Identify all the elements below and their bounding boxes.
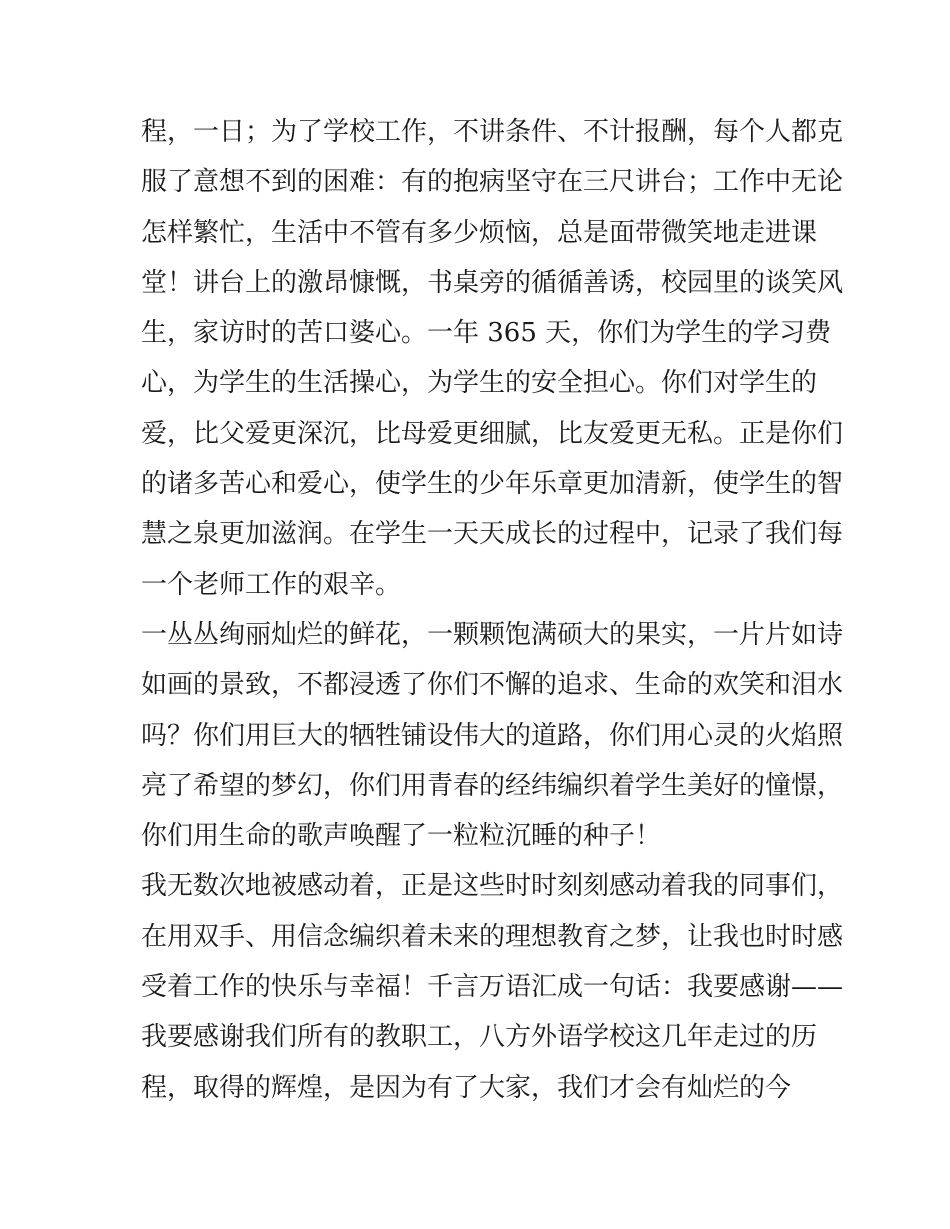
text-line-4: 堂！讲台上的激昂慷慨，书桌旁的循循善诱，校园里的谈笑风 xyxy=(141,267,844,298)
text-line-17: 在用双手、用信念编织着未来的理想教育之梦，让我也时时感 xyxy=(141,921,844,952)
text-line-11: 一丛丛绚丽灿烂的鲜花，一颗颗饱满硕大的果实，一片片如诗 xyxy=(141,619,844,650)
text-line-10: 一个老师工作的艰辛。 xyxy=(141,569,402,600)
text-line-6: 心，为学生的生活操心，为学生的安全担心。你们对学生的 xyxy=(141,368,818,399)
text-line-19: 我要感谢我们所有的教职工，八方外语学校这几年走过的历 xyxy=(141,1022,818,1053)
text-line-5: 生，家访时的苦口婆心。一年 365 天，你们为学生的学习费 xyxy=(141,318,832,349)
text-line-16: 我无数次地被感动着，正是这些时时刻刻感动着我的同事们， xyxy=(141,871,844,902)
text-line-12: 如画的景致，不都浸透了你们不懈的追求、生命的欢笑和泪水 xyxy=(141,670,844,701)
text-line-18: 受着工作的快乐与幸福！千言万语汇成一句话：我要感谢—— xyxy=(141,972,844,1003)
text-line-14: 亮了希望的梦幻，你们用青春的经纬编织着学生美好的憧憬， xyxy=(141,770,844,801)
text-line-3: 怎样繁忙，生活中不管有多少烦恼，总是面带微笑地走进课 xyxy=(141,217,818,248)
text-line-9: 慧之泉更加滋润。在学生一天天成长的过程中，记录了我们每 xyxy=(141,519,844,550)
text-line-1: 程，一日；为了学校工作，不讲条件、不计报酬，每个人都克 xyxy=(141,117,844,147)
text-line-7: 爱，比父爱更深沉，比母爱更细腻，比友爱更无私。正是你们 xyxy=(141,418,844,449)
text-line-2: 服了意想不到的困难：有的抱病坚守在三尺讲台；工作中无论 xyxy=(141,167,844,198)
text-line-15: 你们用生命的歌声唤醒了一粒粒沉睡的种子！ xyxy=(141,821,662,852)
text-line-13: 吗？你们用巨大的牺牲铺设伟大的道路，你们用心灵的火焰照 xyxy=(141,720,844,751)
body-text xyxy=(141,107,844,1113)
text-line-20: 程，取得的辉煌，是因为有了大家，我们才会有灿烂的今 xyxy=(141,1072,792,1103)
text-line-8: 的诸多苦心和爱心，使学生的少年乐章更加清新，使学生的智 xyxy=(141,469,844,500)
